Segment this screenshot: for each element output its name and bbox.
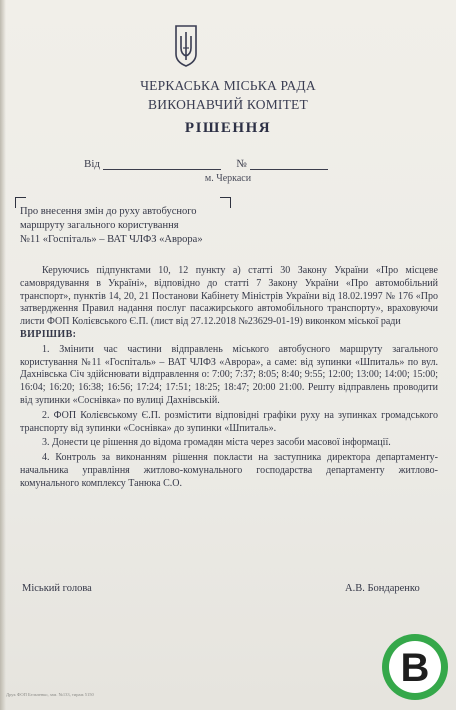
decision-item: 4. Контроль за виконанням рішення покласти на заступника директора департаменту-начальника управління житлово-комунального господарства департаменту житлово-комунального комплексу Танюка С.О. xyxy=(20,452,438,489)
decision-item: 1. Змінити час частини відправлень міського автобусного маршруту загального користування №11 «Госпіталь» – ВАТ ЧЛФЗ «Аврора», а саме: від зупинки «Шпиталь» по вул. Дахнівська Січ здійснювати відправлення о: 7:00; 7:37; 8:05; 8:40; 9:55; 12:00; 13:00; 14:00; 15:00; 16:04; 16:20; 16:38; 16:56; 17:24; 17:51; 18:25; 18:47; 20:00 21:00. Решту відправлень проводити від зупинки «Соснівка» по вулиці Дахнівській. xyxy=(20,343,438,406)
watermark-logo xyxy=(380,632,450,702)
decision-title: РІШЕННЯ xyxy=(184,120,272,136)
subject-line: Про внесення змін до руху автобусного xyxy=(20,206,197,217)
date-blank xyxy=(103,157,221,170)
signatory-title: Міський голова xyxy=(22,583,92,594)
decision-item: 2. ФОП Колієвському Є.П. розмістити відповідні графіки руху на зупинках громадського транспорту від зупинки «Соснівка» до зупинки «Шпиталь». xyxy=(20,409,438,434)
print-footer: Друк ФОП Бельченко, зам. №133, тираж 5150 xyxy=(6,692,94,697)
subject-line: маршруту загального користування xyxy=(20,220,179,231)
signatory-name: А.В. Бондаренко xyxy=(345,583,420,594)
subject-line: №11 «Госпіталь» – ВАТ ЧЛФЗ «Аврора» xyxy=(20,234,203,245)
decision-item: 3. Донести це рішення до відома громадян міста через засоби масової інформації. xyxy=(42,437,391,449)
city-label: м. Черкаси xyxy=(204,173,252,184)
date-number-line xyxy=(84,157,328,170)
decision-body xyxy=(20,265,438,491)
committee-title: ВИКОНАВЧИЙ КОМІТЕТ xyxy=(148,97,308,112)
number-blank xyxy=(250,157,328,170)
trident-icon xyxy=(172,24,200,68)
date-label: Від xyxy=(84,158,100,170)
number-label: № xyxy=(236,158,247,170)
intro-paragraph: Керуючись підпунктами 10, 12 пункту а) статті 30 Закону України «Про місцеве самоврядування в Україні», відповідно до статті 7 Закону України «Про автомобільний транспорт», пунктів 14, 20, 21 Постанови Кабінету Міністрів України від 18.02.1997 № 176 «Про затвердження Правил надання послуг пасажирського автомобільного транспорту», враховуючи листи ФОП Колієвського Є.П. (лист від 27.12.2018 №23629-01-19) виконком міської ради xyxy=(20,265,438,328)
council-title: ЧЕРКАСЬКА МІСЬКА РАДА xyxy=(140,78,316,93)
subject-block xyxy=(20,205,250,247)
watermark-letter: В xyxy=(400,646,430,690)
resolve-heading: ВИРІШИВ: xyxy=(20,328,77,340)
